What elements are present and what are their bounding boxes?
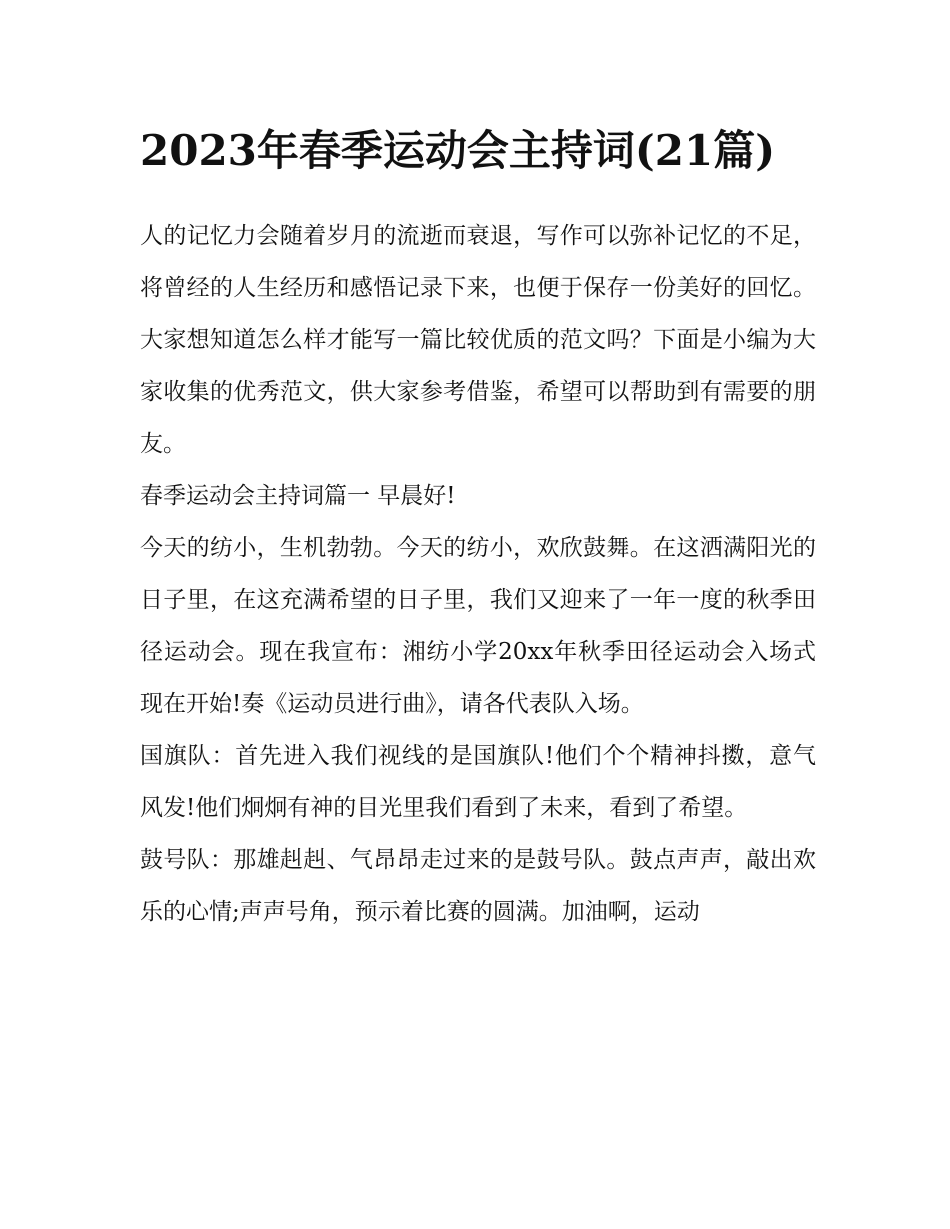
flag-team-paragraph: 国旗队：首先进入我们视线的是国旗队!他们个个精神抖擞，意气风发!他们炯炯有神的目光里我们看到了未来，看到了希望。 [140,743,816,821]
intro-paragraph: 人的记忆力会随着岁月的流逝而衰退，写作可以弥补记忆的不足，将曾经的人生经历和感悟记录下来，也便于保存一份美好的回忆。大家想知道怎么样才能写一篇比较优质的范文吗？下面是小编为大家收集的优秀范文，供大家参考借鉴，希望可以帮助到有需要的朋友。 [140,223,816,457]
document-title: 2023年春季运动会主持词(21篇) [140,126,776,175]
document-body [140,112,816,938]
opening-paragraph: 今天的纺小，生机勃勃。今天的纺小，欢欣鼓舞。在这洒满阳光的日子里，在这充满希望的日子里，我们又迎来了一年一度的秋季田径运动会。现在我宣布：湘纺小学20xx年秋季田径运动会入场式现在开始!奏《运动员进行曲》，请各代表队入场。 [140,535,816,717]
drum-team-paragraph: 鼓号队：那雄赳赳、气昂昂走过来的是鼓号队。鼓点声声，敲出欢乐的心情;声声号角，预示着比赛的圆满。加油啊，运动 [140,847,816,925]
section-heading-paragraph: 春季运动会主持词篇一 早晨好! [140,483,456,509]
